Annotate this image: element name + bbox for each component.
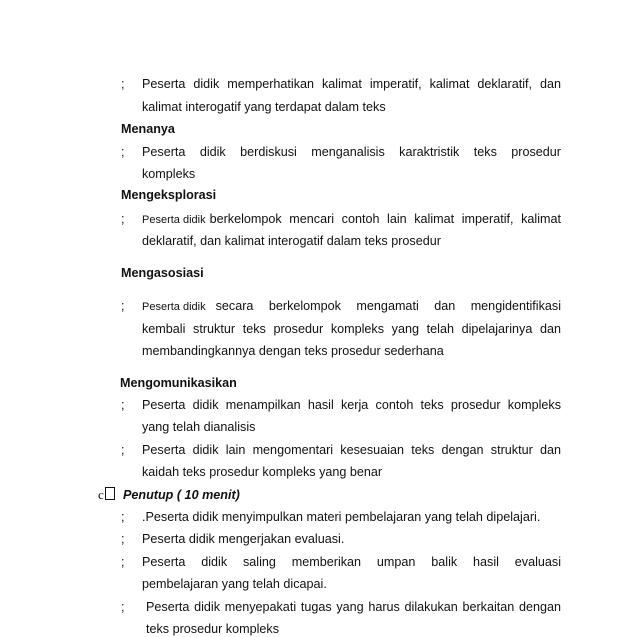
activity-line (142, 212, 561, 228)
activity-text: berkelompok mencari contoh lain kalimat imperatif, kalimat (209, 212, 561, 226)
activity-text: Peserta didik saling memberikan umpan balik hasil evaluasi (142, 555, 561, 569)
section-heading-mengasosiasi: Mengasosiasi (121, 266, 204, 280)
bullet: ; (121, 555, 125, 569)
missing-glyph-icon (105, 487, 115, 500)
activity-text: kembali struktur teks prosedur kompleks yang telah dipelajarinya dan (142, 322, 561, 336)
bullet: ; (121, 532, 125, 546)
subject-text: Peserta didik (142, 214, 206, 226)
activity-text: membandingkannya dengan teks prosedur sederhana (142, 344, 444, 358)
bullet: ; (121, 398, 125, 412)
activity-text: kalimat interogatif yang terdapat dalam teks (142, 100, 386, 114)
bullet: ; (121, 145, 125, 159)
activity-text: yang telah dianalisis (142, 420, 256, 434)
activity-text: .Peserta didik menyimpulkan materi pembelajaran yang telah dipelajari. (142, 510, 541, 524)
activity-text: deklaratif, dan kalimat interogatif dalam teks prosedur (142, 234, 441, 248)
bullet: ; (121, 299, 125, 313)
activity-text: secara berkelompok mengamati dan mengidentifikasi (215, 299, 561, 313)
bullet: ; (121, 77, 125, 91)
bullet: ; (121, 212, 125, 226)
section-heading-menanya: Menanya (121, 122, 175, 136)
section-heading-penutup: Penutup ( 10 menit) (123, 488, 240, 502)
activity-text: kaidah teks prosedur kompleks yang benar (142, 465, 383, 479)
list-letter (98, 487, 115, 503)
section-heading-mengeksplorasi: Mengeksplorasi (121, 188, 217, 202)
activity-text: Peserta didik lain mengomentari kesesuaian teks dengan struktur dan (142, 443, 561, 457)
activity-text: Peserta didik menyepakati tugas yang harus dilakukan berkaitan dengan (146, 600, 561, 614)
subject-text: Peserta didik (142, 301, 206, 313)
section-heading-mengomunikasikan: Mengomunikasikan (120, 376, 237, 390)
bullet: ; (121, 510, 125, 524)
activity-text: kompleks (142, 167, 196, 181)
activity-text: Peserta didik berdiskusi menganalisis karaktristik teks prosedur (142, 145, 561, 159)
activity-text: Peserta didik memperhatikan kalimat imperatif, kalimat deklaratif, dan (142, 77, 561, 91)
activity-text: Peserta didik menampilkan hasil kerja contoh teks prosedur kompleks (142, 398, 561, 412)
activity-text: Peserta didik mengerjakan evaluasi. (142, 532, 345, 546)
bullet: ; (121, 600, 125, 614)
activity-text: teks prosedur kompleks (146, 622, 279, 636)
activity-line (142, 299, 561, 315)
list-letter-text: c (98, 487, 104, 502)
activity-text: pembelajaran yang telah dicapai. (142, 577, 327, 591)
bullet: ; (121, 443, 125, 457)
